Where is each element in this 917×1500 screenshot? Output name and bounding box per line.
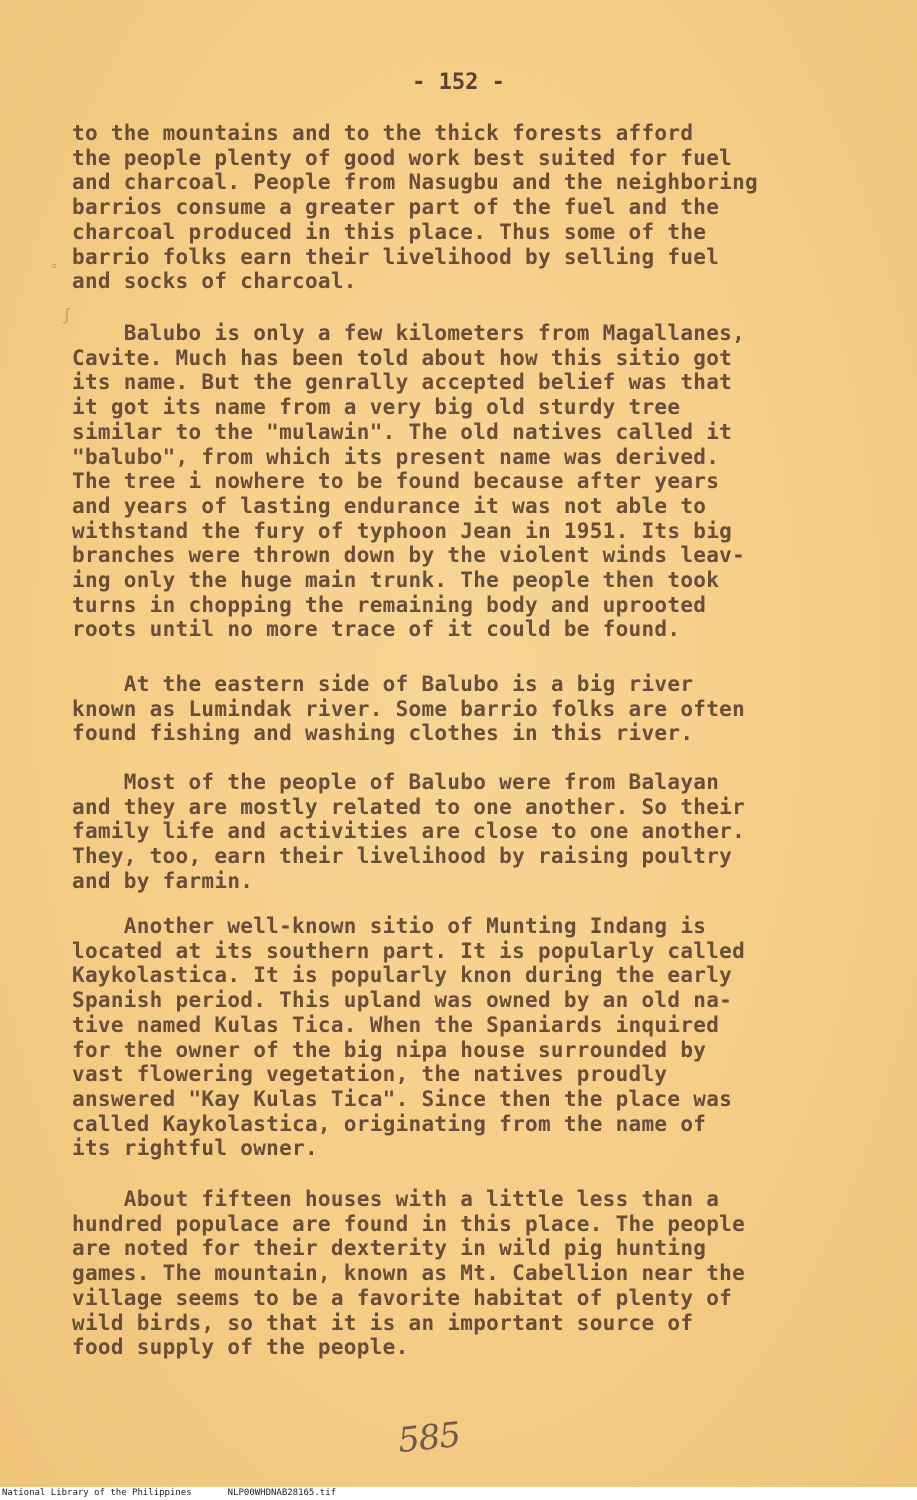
text-line: family life and activities are close to one another.: [72, 819, 746, 844]
text-line: its name. But the genrally accepted belief was that: [72, 370, 733, 395]
text-line: barrio folks earn their livelihood by selling fuel: [72, 244, 720, 269]
text-line: and socks of charcoal.: [72, 269, 357, 294]
paragraph-4: [72, 770, 872, 894]
text-line: "balubo", from which its present name was derived.: [72, 444, 720, 469]
text-line: games. The mountain, known as Mt. Cabellion near the: [72, 1261, 746, 1286]
paragraph-5: [72, 914, 872, 1161]
text-line: food supply of the people.: [72, 1335, 409, 1360]
paragraph-3: [72, 672, 872, 746]
stray-mark: °: [50, 262, 59, 278]
text-line: turns in chopping the remaining body and uprooted: [72, 592, 707, 617]
text-line: it got its name from a very big old sturdy tree: [72, 395, 681, 420]
text-line: wild birds, so that it is an important source of: [72, 1310, 694, 1335]
text-line: barrios consume a greater part of the fuel and the: [72, 195, 720, 220]
text-line: located at its southern part. It is popularly called: [72, 938, 746, 963]
text-line: found fishing and washing clothes in this river.: [72, 721, 694, 746]
text-line: the people plenty of good work best suited for fuel: [72, 145, 733, 170]
text-line: roots until no more trace of it could be found.: [72, 617, 681, 642]
text-line: hundred populace are found in this place. The people: [72, 1211, 746, 1236]
text-line: withstand the fury of typhoon Jean in 1951. Its big: [72, 518, 733, 543]
text-line: and charcoal. People from Nasugbu and the neighboring: [72, 170, 758, 195]
text-line: charcoal produced in this place. Thus some of the: [72, 219, 707, 244]
text-line: Another well-known sitio of Munting Indang is: [72, 914, 707, 938]
footer-filename: NLP00WHDNAB28165.tif: [227, 1488, 337, 1498]
text-line: The tree i nowhere to be found because after years: [72, 469, 720, 494]
text-line: tive named Kulas Tica. When the Spaniards inquired: [72, 1012, 720, 1037]
archive-footer: [0, 1487, 917, 1500]
text-line: known as Lumindak river. Some barrio folks are often: [72, 696, 746, 721]
text-line: branches were thrown down by the violent winds leav-: [72, 543, 746, 568]
page-number: - 152 -: [412, 70, 505, 95]
text-line: for the owner of the big nipa house surrounded by: [72, 1037, 707, 1062]
text-line: Balubo is only a few kilometers from Magallanes,: [72, 321, 746, 345]
text-line: are noted for their dexterity in wild pig hunting: [72, 1236, 707, 1261]
paragraph-2: [72, 321, 872, 642]
footer-institution: National Library of the Philippines: [2, 1488, 192, 1498]
stray-mark: ʃ: [62, 305, 72, 324]
text-line: answered "Kay Kulas Tica". Since then the place was: [72, 1086, 733, 1111]
text-line: and years of lasting endurance it was not able to: [72, 493, 707, 518]
text-line: vast flowering vegetation, the natives proudly: [72, 1062, 668, 1087]
text-line: its rightful owner.: [72, 1136, 318, 1161]
text-line: They, too, earn their livelihood by raising poultry: [72, 844, 733, 869]
text-line: Cavite. Much has been told about how this sitio got: [72, 345, 733, 370]
text-line: similar to the "mulawin". The old natives called it: [72, 419, 733, 444]
paragraph-6: [72, 1187, 872, 1360]
paragraph-1: [72, 121, 872, 294]
text-line: and they are mostly related to one another. So their: [72, 794, 746, 819]
text-line: to the mountains and to the thick forests afford: [72, 121, 694, 145]
text-line: Spanish period. This upland was owned by an old na-: [72, 988, 733, 1013]
text-line: called Kaykolastica, originating from the name of: [72, 1111, 707, 1136]
text-line: Most of the people of Balubo were from Balayan: [72, 770, 720, 794]
text-line: and by farmin.: [72, 868, 254, 893]
text-line: village seems to be a favorite habitat of plenty of: [72, 1285, 733, 1310]
text-line: Kaykolastica. It is popularly knon during the early: [72, 963, 733, 988]
text-line: At the eastern side of Balubo is a big river: [72, 672, 694, 696]
handwritten-folio-number: 585: [396, 1414, 462, 1462]
text-line: ing only the huge main trunk. The people then took: [72, 568, 720, 593]
text-line: About fifteen houses with a little less than a: [72, 1187, 720, 1211]
